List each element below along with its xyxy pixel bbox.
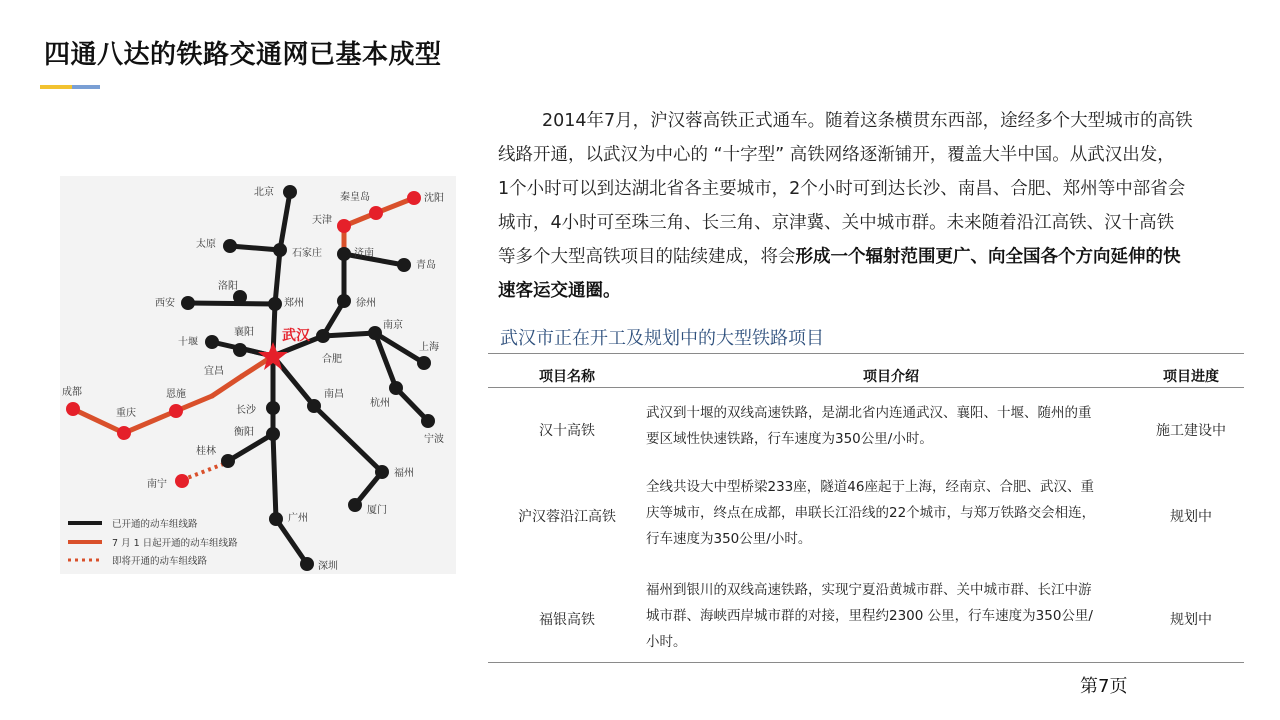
desc-line: 福州到银川的双线高速铁路，实现宁夏沿黄城市群、关中城市群、长江中游 — [646, 582, 1092, 598]
column-header-name: 项目名称 — [539, 369, 595, 385]
table-bottom-rule — [488, 662, 1244, 663]
title-underline-yellow — [40, 85, 72, 89]
table-row-desc — [646, 474, 1136, 552]
table-row-name: 沪汉蓉沿江高铁 — [518, 509, 616, 525]
city-label: 上海 — [419, 342, 439, 353]
city-label: 天津 — [312, 215, 332, 226]
red-station-dots — [66, 191, 421, 488]
city-label: 宁波 — [424, 434, 444, 445]
desc-line: 庆等城市，终点在成都，串联长江沿线的22个城市，与郑万铁路交会相连， — [646, 505, 1096, 521]
intro-paragraph — [498, 104, 1238, 308]
city-label: 长沙 — [236, 405, 256, 416]
title-underline-blue — [72, 85, 100, 89]
table-row-progress: 施工建设中 — [1156, 423, 1226, 439]
intro-line: 2014年7月，沪汉蓉高铁正式通车。随着这条横贯东西部，途经多个大型城市的高铁 — [542, 111, 1193, 131]
legend-upcoming: 即将开通的动车组线路 — [112, 556, 208, 567]
city-label: 广州 — [288, 513, 308, 524]
intro-line: 1个小时可以到达湖北省各主要城市，2个小时可到达长沙、南昌、合肥、郑州等中部省会 — [498, 179, 1186, 199]
city-label: 福州 — [394, 468, 414, 479]
city-label: 恩施 — [166, 389, 186, 400]
desc-line: 武汉到十堰的双线高速铁路，是湖北省内连通武汉、襄阳、十堰、随州的重 — [646, 405, 1092, 421]
july1-lines — [73, 198, 414, 433]
intro-line: 城市，4小时可至珠三角、长三角、京津冀、关中城市群。未来随着沿江高铁、汉十高铁 — [498, 213, 1175, 233]
table-row-desc — [646, 400, 1136, 452]
city-label: 厦门 — [367, 505, 387, 516]
column-header-desc: 项目介绍 — [863, 369, 919, 385]
city-label: 合肥 — [322, 354, 342, 365]
city-label: 重庆 — [116, 408, 136, 419]
table-row-desc — [646, 577, 1136, 655]
black-station-dots — [181, 185, 435, 571]
city-label: 衡阳 — [234, 427, 254, 438]
upcoming-line — [182, 463, 226, 480]
city-label: 青岛 — [416, 260, 436, 271]
table-row-progress: 规划中 — [1170, 509, 1212, 525]
city-label: 桂林 — [196, 446, 216, 457]
railway-map — [60, 176, 456, 574]
city-label: 南昌 — [324, 389, 344, 400]
intro-line: 等多个大型高铁项目的陆续建成，将会 — [498, 247, 796, 267]
city-label: 南京 — [383, 320, 403, 331]
city-label: 成都 — [62, 387, 82, 398]
railway-map-svg — [60, 176, 456, 574]
city-label: 深圳 — [318, 561, 338, 572]
city-label: 襄阳 — [234, 327, 254, 338]
city-label: 徐州 — [356, 298, 376, 309]
wuhan-label: 武汉 — [282, 328, 310, 344]
intro-bold: 形成一个辐射范围更广、向全国各个方向延伸的快 — [795, 247, 1181, 267]
city-label: 北京 — [254, 187, 274, 198]
city-label: 西安 — [155, 298, 175, 309]
page-title: 四通八达的铁路交通网已基本成型 — [44, 40, 442, 70]
table-row-name: 福银高铁 — [539, 612, 595, 628]
table-top-rule — [488, 353, 1244, 354]
table-header-rule — [488, 387, 1244, 388]
city-label: 太原 — [196, 239, 216, 250]
city-label: 洛阳 — [218, 281, 238, 292]
legend-july1: 7 月 1 日起开通的动车组线路 — [112, 538, 238, 549]
intro-bold: 速客运交通圈。 — [498, 281, 621, 301]
city-label: 沈阳 — [424, 193, 444, 204]
legend-opened: 已开通的动车组线路 — [112, 519, 198, 530]
city-label: 南宁 — [147, 479, 167, 490]
desc-line: 要区域性快速铁路，行车速度为350公里/小时。 — [646, 431, 933, 447]
city-label: 石家庄 — [292, 248, 322, 259]
intro-line: 线路开通，以武汉为中心的 “十字型” 高铁网络逐渐铺开，覆盖大半中国。从武汉出发， — [498, 145, 1175, 165]
city-label: 宜昌 — [204, 366, 224, 377]
city-label: 杭州 — [370, 398, 390, 409]
page-number: 第7页 — [1080, 676, 1128, 697]
city-label: 秦皇岛 — [340, 192, 370, 203]
city-label: 郑州 — [284, 298, 304, 309]
table-row-name: 汉十高铁 — [539, 423, 595, 439]
desc-line: 全线共设大中型桥梁233座，隧道46座起于上海，经南京、合肥、武汉、重 — [646, 479, 1094, 495]
table-heading: 武汉市正在开工及规划中的大型铁路项目 — [500, 328, 824, 349]
desc-line: 小时。 — [646, 634, 687, 650]
column-header-progress: 项目进度 — [1163, 369, 1219, 385]
desc-line: 城市群、海峡西岸城市群的对接，里程约2300 公里，行车速度为350公里/ — [646, 608, 1093, 624]
desc-line: 行车速度为350公里/小时。 — [646, 531, 812, 547]
table-row-progress: 规划中 — [1170, 612, 1212, 628]
city-label: 十堰 — [178, 337, 198, 348]
city-label: 济南 — [354, 248, 374, 259]
